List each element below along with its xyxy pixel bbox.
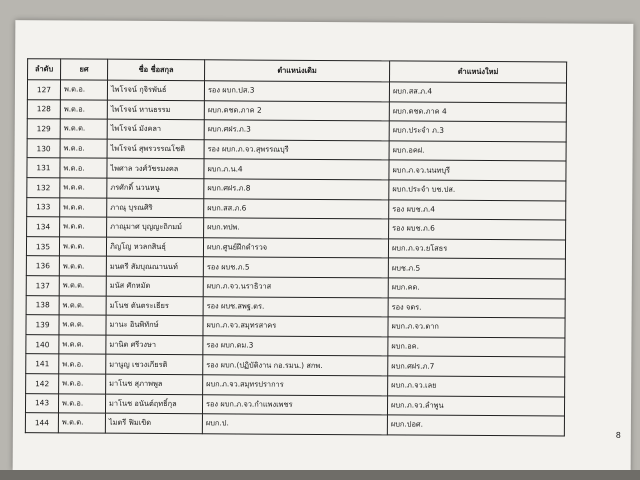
cell-rank: พ.ต.ต.: [59, 276, 106, 296]
cell-old-position: ผบก.ภ.จว.สมุทรสาคร: [203, 316, 388, 337]
cell-rank: พ.ต.ต.: [59, 315, 106, 335]
cell-old-position: รอง ผบก.ภ.จว.สุพรรณบุรี: [204, 140, 389, 161]
cell-new-position: ผบก.ประจำ บช.ปส.: [389, 180, 566, 201]
cell-order: 140: [26, 334, 59, 354]
cell-order: 134: [27, 217, 60, 237]
cell-old-position: ผบก.ภ.จว.นราธิวาส: [203, 277, 388, 298]
cell-order: 135: [26, 236, 59, 256]
cell-rank: พ.ต.อ.: [58, 393, 105, 413]
cell-name: ไพโรจน์ สุพรวรรณโชติ: [107, 139, 204, 159]
cell-old-position: รอง ผบก.ปส.3: [204, 81, 389, 102]
cell-order: 128: [27, 99, 60, 119]
cell-rank: พ.ต.ต.: [59, 237, 106, 257]
cell-new-position: ผบก.ปอศ.: [387, 415, 564, 436]
table-surface: [0, 470, 640, 480]
cell-name: ไมตรี ฟิมเขิด: [105, 413, 202, 433]
cell-order: 131: [27, 158, 60, 178]
cell-name: มนัส ศักหมัด: [106, 276, 203, 296]
header-order: ลำดับ: [28, 59, 61, 80]
cell-new-position: ผบก.ภ.จว.ลำพูน: [387, 395, 564, 416]
table-row: [25, 413, 564, 436]
cell-rank: พ.ต.ต.: [59, 256, 106, 276]
cell-order: 138: [26, 295, 59, 315]
cell-old-position: รอง ผบก.ตม.3: [203, 335, 388, 356]
cell-old-position: ผบก.ศูนย์ฝึกตำรวจ: [203, 238, 388, 259]
cell-rank: พ.ต.ต.: [58, 413, 105, 433]
cell-order: 129: [27, 119, 60, 139]
cell-old-position: ผบก.ทปพ.: [204, 218, 389, 239]
cell-order: 132: [27, 178, 60, 198]
cell-order: 137: [26, 276, 59, 296]
cell-name: มาโนช สุภาพพูล: [106, 374, 203, 394]
cell-new-position: ผบก.ศฝร.ภ.7: [388, 356, 565, 377]
cell-old-position: ผบก.ศฝร.ภ.8: [204, 179, 389, 200]
cell-old-position: ผบก.ภ.จว.สมุทรปราการ: [203, 375, 388, 396]
cell-name: ภิญโญ หวลกสินธุ์: [106, 237, 203, 257]
cell-name: มโนช ตันตระเธียร: [106, 296, 203, 316]
cell-old-position: รอง ผบช.สพฐ.ตร.: [203, 296, 388, 317]
cell-rank: พ.ต.อ.: [60, 139, 107, 159]
cell-old-position: รอง ผบก.(ปฏิบัติงาน กอ.รมน.) สกพ.: [203, 355, 388, 376]
cell-new-position: ผบก.ภ.จว.เลย: [388, 376, 565, 397]
cell-order: 136: [26, 256, 59, 276]
cell-name: ไพศาล วงศ์วัชรมงคล: [107, 159, 204, 179]
cell-order: 130: [27, 138, 60, 158]
header-name: ชื่อ ชื่อสกุล: [108, 59, 205, 81]
cell-name: มานูญ เชวงเกียรติ: [106, 354, 203, 374]
cell-rank: พ.ต.ต.: [60, 119, 107, 139]
cell-name: มานะ อินพิทักษ์: [106, 315, 203, 335]
cell-new-position: ผบก.อค.: [388, 337, 565, 358]
cell-rank: พ.ต.อ.: [59, 354, 106, 374]
cell-new-position: ผบก.สส.ภ.4: [389, 82, 566, 103]
cell-rank: พ.ต.อ.: [60, 80, 107, 100]
cell-old-position: ผบก.สส.ภ.6: [204, 198, 389, 219]
cell-order: 143: [25, 393, 58, 413]
cell-name: มาโนช อนันต์ฤทธิ์กุล: [105, 394, 202, 414]
personnel-table: [25, 58, 567, 436]
cell-old-position: รอง ผบก.ภ.จว.กำแพงเพชร: [202, 394, 387, 415]
cell-old-position: ผบก.ศฝร.ภ.3: [204, 120, 389, 141]
header-rank: ยศ: [61, 59, 108, 80]
header-old-position: ตำแหน่งเดิม: [205, 60, 390, 82]
cell-new-position: ผบก.ภ.จว.ยโสธร: [388, 239, 565, 260]
cell-name: มนตรี สัมบุณณานนท์: [106, 257, 203, 277]
cell-rank: พ.ต.ต.: [59, 335, 106, 355]
cell-rank: พ.ต.อ.: [59, 374, 106, 394]
cell-new-position: ผบก.ภ.จว.ตาก: [388, 317, 565, 338]
cell-name: ไพโรจน์ หานธรรม: [107, 100, 204, 120]
cell-rank: พ.ต.ต.: [60, 197, 107, 217]
cell-old-position: รอง ผบช.ภ.5: [203, 257, 388, 278]
cell-rank: พ.ต.ต.: [60, 217, 107, 237]
cell-order: 144: [25, 413, 58, 433]
cell-rank: พ.ต.อ.: [60, 158, 107, 178]
cell-name: ไพโรจน์ กุจิรพันธ์: [107, 80, 204, 100]
cell-new-position: รอง ผบช.ภ.6: [389, 219, 566, 240]
cell-order: 127: [27, 80, 60, 100]
page-number: 8: [615, 430, 621, 440]
cell-rank: พ.ต.ต.: [59, 295, 106, 315]
cell-order: 142: [26, 374, 59, 394]
cell-old-position: ผบก.ภ.น.4: [204, 159, 389, 180]
cell-name: ไพโรจน์ มังคลา: [107, 119, 204, 139]
cell-new-position: ผบก.อคฝ.: [389, 141, 566, 162]
cell-rank: พ.ต.อ.: [60, 99, 107, 119]
cell-new-position: ผบช.ภ.5: [388, 258, 565, 279]
cell-new-position: ผบก.คด.: [388, 278, 565, 299]
cell-old-position: ผบก.ตชด.ภาค 2: [204, 100, 389, 121]
document-page: [13, 20, 634, 474]
cell-name: ภาณุ บุรณศิริ: [107, 198, 204, 218]
cell-name: มานิต ศรีวงษา: [106, 335, 203, 355]
cell-new-position: รอง จตร.: [388, 297, 565, 318]
cell-order: 139: [26, 315, 59, 335]
cell-order: 141: [26, 354, 59, 374]
cell-new-position: ผบก.ภ.จว.นนทบุรี: [389, 160, 566, 181]
cell-new-position: รอง ผบช.ภ.4: [389, 199, 566, 220]
cell-old-position: ผบก.ป.: [202, 414, 387, 435]
cell-new-position: ผบก.ประจำ ภ.3: [389, 121, 566, 142]
cell-rank: พ.ต.ต.: [60, 178, 107, 198]
cell-name: ภาณุมาศ บุญญะถิกมม์: [107, 217, 204, 237]
cell-name: ภรศักดิ์ นวนหนู: [107, 178, 204, 198]
header-new-position: ตำแหน่งใหม่: [390, 61, 567, 83]
cell-new-position: ผบก.ตชด.ภาค 4: [389, 101, 566, 122]
cell-order: 133: [27, 197, 60, 217]
